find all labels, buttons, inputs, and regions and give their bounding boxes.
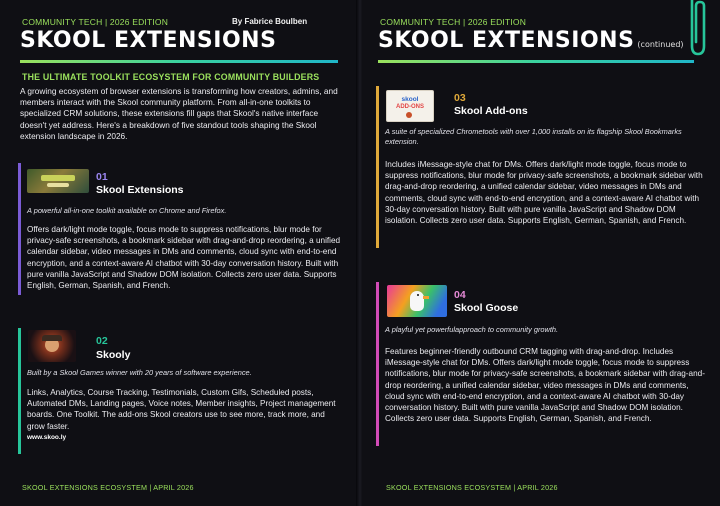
- left-title-rule: [20, 60, 338, 63]
- right-title-rule: [378, 60, 694, 63]
- section-body: Features beginner-friendly outbound CRM tagging with drag-and-drop. Includes iMessage-style chat for DMs. Offers dark/light mode toggle, focus mode to suppress notifications, blur mode for privacy-safe screenshots, a bookmark sidebar with drag-and-drop reordering, a unified calendar sidebar, video messages in DMs and comments, cloud sync with end-to-end encryption, and a context-aware AI chatbot with 30-day conversation history. Built with pure vanilla JavaScript and Shadow DOM isolation. Collects zero user data. Supports English, German, Spanish, and French.: [385, 347, 705, 424]
- right-footer: SKOOL EXTENSIONS ECOSYSTEM | APRIL 2026: [386, 483, 558, 492]
- section-name: Skool Extensions: [96, 184, 184, 196]
- section-tagline: A powerful all-in-one toolkit available on Chrome and Firefox.: [27, 206, 227, 215]
- section-name: Skool Add-ons: [454, 105, 528, 117]
- section-skool-goose: [376, 282, 712, 446]
- paperclip-icon: [686, 0, 706, 58]
- section-number: 02: [96, 335, 108, 347]
- section-name: Skooly: [96, 349, 131, 361]
- skool-goose-thumbnail: [387, 285, 447, 317]
- left-title: SKOOL EXTENSIONS: [20, 28, 277, 53]
- right-page: [362, 0, 720, 506]
- right-title-text: SKOOL EXTENSIONS: [378, 28, 635, 53]
- section-number: 04: [454, 289, 466, 301]
- section-tagline: A suite of specialized Chrometools with over 1,000 installs on its flagship Skool Bookmarks extension.: [385, 127, 682, 146]
- left-page: [0, 0, 358, 506]
- section-skool-extensions: [18, 163, 348, 295]
- section-skool-add-ons: [376, 86, 712, 248]
- skool-add-ons-thumbnail: [386, 90, 434, 122]
- right-title: [378, 28, 684, 53]
- left-footer: SKOOL EXTENSIONS ECOSYSTEM | APRIL 2026: [22, 483, 194, 492]
- section-number: 01: [96, 171, 108, 183]
- section-accent-bar: [18, 328, 21, 454]
- skool-extensions-thumbnail: [27, 169, 89, 193]
- left-kicker: COMMUNITY TECH | 2026 EDITION: [22, 17, 169, 27]
- section-body: Offers dark/light mode toggle, focus mode to suppress notifications, blur mode for privacy-safe screenshots, a bookmark sidebar with drag-and-drop reordering, a unified calendar sidebar, video messages in DMs and comments, cloud sync with end-to-end encryption, and a context-aware AI chatbot with 30-day conversation history. Built with pure vanilla JavaScript and Shadow DOM isolation. Collects zero user data. Supports English, German, Spanish, and French.: [27, 225, 341, 291]
- section-accent-bar: [376, 282, 379, 446]
- section-body: Includes iMessage-style chat for DMs. Offers dark/light mode toggle, focus mode to suppress notifications, blur mode for privacy-safe screenshots, a bookmark sidebar with drag-and-drop reordering, a unified calendar sidebar, video messages in DMs and comments, cloud sync with end-to-end encryption, and a context-aware AI chatbot with 30-day conversation history. Built with pure vanilla JavaScript and Shadow DOM isolation. Collects zero user data. Supports English, German, Spanish, and French.: [385, 160, 703, 226]
- section-skooly: [18, 328, 348, 454]
- skooly-url[interactable]: www.skoo.ly: [27, 434, 67, 441]
- thumb-addons-text: ADD-ONS: [396, 104, 424, 110]
- section-accent-bar: [18, 163, 21, 295]
- right-kicker: COMMUNITY TECH | 2026 EDITION: [380, 17, 527, 27]
- section-name: Skool Goose: [454, 302, 519, 314]
- intro-paragraph: A growing ecosystem of browser extensions is transforming how creators, admins, and members interact with the Skool community platform. From all-in-one toolkits to specialized CRM solutions, these extensions fill gaps that Skool's native interface doesn't yet address. Here's a breakdown of five standout tools shaping the Skool extension landscape in 2026.: [20, 86, 338, 141]
- continued-label: (continued): [637, 40, 684, 49]
- section-number: 03: [454, 92, 466, 104]
- thumb-brand-text: skool: [401, 96, 419, 103]
- section-tagline: Built by a Skool Games winner with 20 years of software experience.: [27, 368, 252, 377]
- skooly-thumbnail: [28, 330, 76, 362]
- section-body: Links, Analytics, Course Tracking, Testimonials, Custom Gifs, Scheduled posts, Automated DMs, Landing pages, Voice notes, Member insights, Project management boards. One Toolkit. The add-ons Skool creators use to see more, track more, and grow faster.: [27, 388, 336, 431]
- section-tagline: A playful yet powerfulapproach to community growth.: [385, 325, 559, 334]
- subtitle: THE ULTIMATE TOOLKIT ECOSYSTEM FOR COMMUNITY BUILDERS: [22, 72, 320, 82]
- section-accent-bar: [376, 86, 379, 248]
- byline: By Fabrice Boulben: [232, 17, 308, 26]
